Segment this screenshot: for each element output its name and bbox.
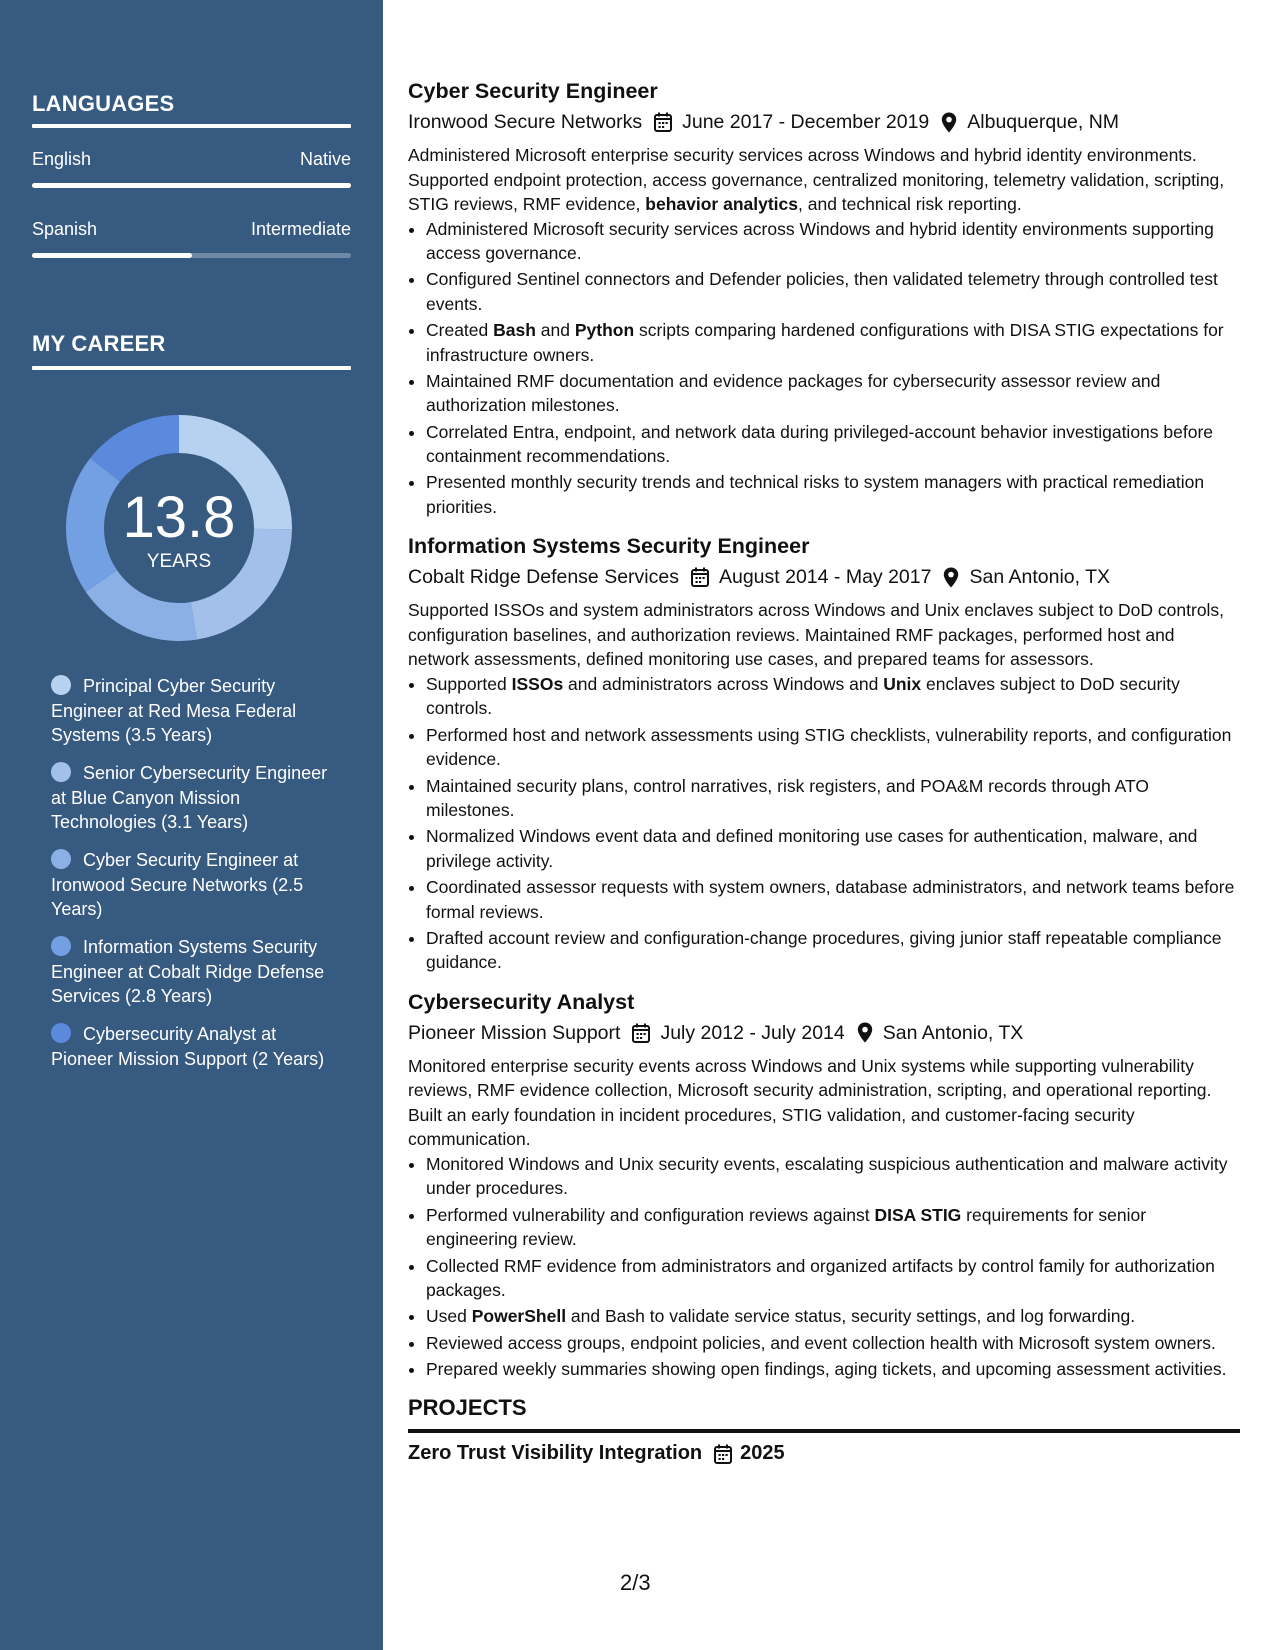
job-bullet [426, 1254, 1240, 1303]
bullet-emphasis: PowerShell [471, 1306, 567, 1327]
job-bullet [426, 318, 1240, 367]
job-bullet [426, 1203, 1240, 1252]
job-summary [408, 143, 1240, 217]
language-level: Intermediate [250, 219, 351, 239]
job-summary [408, 1054, 1240, 1152]
career-total-years: 13.8 [122, 485, 236, 550]
job-bullets [408, 672, 1240, 975]
bullet-emphasis: Unix [883, 673, 922, 694]
bullet-text: Presented monthly security trends and technical risks to system managers with practical remediation priorities. [426, 472, 1205, 517]
bullet-emphasis: ISSOs [511, 673, 564, 694]
language-bar-fill [32, 183, 351, 188]
job-meta [408, 108, 1240, 136]
career-legend-label: Information Systems Security Engineer at Cobalt Ridge Defense Services (2.8 Years) [51, 937, 325, 1006]
language-bar-english [32, 183, 351, 188]
job-bullet [426, 1331, 1240, 1356]
job-company: Ironwood Secure Networks [408, 111, 643, 133]
career-legend-item [51, 935, 336, 1009]
legend-dot [51, 762, 71, 782]
job-bullet [426, 420, 1240, 469]
job-summary [408, 598, 1240, 672]
job-dates: June 2017 - December 2019 [682, 111, 930, 133]
job-bullet [426, 1304, 1240, 1329]
legend-dot [51, 849, 71, 869]
bullet-text: Drafted account review and configuration-change procedures, giving junior staff repeatable compliance guidance. [426, 927, 1222, 973]
bullet-emphasis: Python [574, 320, 635, 341]
bullet-text: Created [426, 320, 494, 341]
bullet-text: Correlated Entra, endpoint, and network data during privileged-account behavior investigations before containment recommendations. [426, 421, 1214, 467]
career-legend-label: Cybersecurity Analyst at Pioneer Mission Support (2 Years) [51, 1024, 325, 1069]
bullet-text: enclaves subject to DoD security controls. [426, 673, 1180, 719]
bullet-text: Reviewed access groups, endpoint policies, and event collection health with Microsoft system owners. [426, 1332, 1216, 1353]
legend-dot [51, 936, 71, 956]
map-pin-icon [943, 567, 959, 588]
bullet-text: Administered Microsoft security services across Windows and hybrid identity environments supporting access governance. [426, 218, 1214, 263]
job-bullets [408, 217, 1240, 520]
job-title: Cybersecurity Analyst [408, 989, 635, 1014]
job-bullet [426, 723, 1240, 772]
language-bar-fill [32, 253, 192, 258]
bullet-text: Normalized Windows event data and defined monitoring use cases for authentication, malware, and privilege activity. [426, 826, 1198, 871]
job-bullet [426, 875, 1240, 924]
job-dates: July 2012 - July 2014 [660, 1021, 845, 1044]
job-entry [408, 987, 1240, 1381]
job-bullet [426, 1152, 1240, 1201]
summary-text: Supported ISSOs and system administrators across Windows and Unix enclaves subject to DoD controls, configuration baselines, and authorization reviews. Maintained RMF packages, performed host and network assessments, defined monitoring use cases, and prepared teams for assessors. [408, 600, 1225, 670]
bullet-text: Coordinated assessor requests with system owners, database administrators, and network teams before formal reviews. [426, 877, 1235, 922]
projects-heading: PROJECTS [408, 1395, 527, 1421]
job-location: Albuquerque, NM [967, 111, 1120, 133]
projects-divider [408, 1429, 1240, 1433]
bullet-text: Performed host and network assessments using STIG checklists, vulnerability reports, and configuration evidence. [426, 724, 1232, 770]
project-date: 2025 [740, 1442, 785, 1465]
legend-dot [51, 675, 71, 695]
summary-text: Monitored enterprise security events across Windows and Unix systems while supporting vulnerability reviews, RMF evidence collection, Microsoft security administration, scripting, and operational reporting. Built an early foundation in incident procedures, STIG validation, and customer-facing security communication. [408, 1055, 1212, 1150]
languages-divider [32, 124, 351, 128]
calendar-icon [714, 1444, 732, 1464]
career-heading: MY CAREER [32, 331, 166, 356]
languages-heading: LANGUAGES [32, 91, 175, 116]
page-number: 2/3 [620, 1570, 651, 1595]
experience-list [408, 76, 1240, 1381]
bullet-text: requirements for senior engineering review. [426, 1204, 1147, 1250]
job-location: San Antonio, TX [969, 566, 1111, 589]
language-bar-spanish [32, 253, 351, 258]
job-bullet [426, 267, 1240, 316]
calendar-icon [654, 112, 672, 132]
job-bullet [426, 217, 1240, 266]
job-meta [408, 563, 1240, 591]
summary-emphasis: behavior analytics [645, 194, 799, 214]
job-company: Cobalt Ridge Defense Services [408, 566, 679, 589]
job-bullet [426, 369, 1240, 418]
bullet-text: Maintained RMF documentation and evidence packages for cybersecurity assessor review and authorization milestones. [426, 370, 1161, 416]
job-bullet [426, 470, 1240, 519]
map-pin-icon [857, 1022, 873, 1043]
career-legend-item [51, 674, 336, 748]
job-title: Cyber Security Engineer [408, 79, 658, 103]
bullet-text: scripts comparing hardened configurations with DISA STIG expectations for infrastructure owners. [426, 320, 1224, 365]
career-legend-item [51, 848, 336, 922]
summary-text: Administered Microsoft enterprise security services across Windows and hybrid identity environments. Supported endpoint protection, access governance, centralized monitoring, telemetry validation, scripting, STIG reviews, RMF evidence, [408, 145, 1225, 214]
bullet-text: Used [426, 1306, 472, 1327]
bullet-text: Collected RMF evidence from administrators and organized artifacts by control family for authorization packages. [426, 1255, 1215, 1301]
calendar-icon [632, 1023, 650, 1043]
career-legend-label: Cyber Security Engineer at Ironwood Secure Networks (2.5 Years) [51, 850, 304, 919]
bullet-emphasis: Bash [493, 320, 536, 341]
main-content [408, 76, 1240, 1465]
career-divider [32, 366, 351, 370]
job-title: Information Systems Security Engineer [408, 534, 810, 559]
job-entry [408, 76, 1240, 519]
job-location: San Antonio, TX [882, 1021, 1024, 1044]
donut-segment [86, 570, 197, 641]
career-legend [51, 674, 336, 1085]
career-legend-label: Senior Cybersecurity Engineer at Blue Canyon Mission Technologies (3.1 Years) [51, 763, 328, 832]
career-legend-item [51, 761, 336, 835]
bullet-text: Monitored Windows and Unix security events, escalating suspicious authentication and malware activity under procedures. [426, 1153, 1228, 1199]
job-bullet [426, 774, 1240, 823]
career-total-unit: YEARS [146, 551, 212, 572]
career-legend-item [51, 1022, 336, 1071]
job-bullet [426, 672, 1240, 721]
donut-segment [66, 458, 120, 592]
job-bullets [408, 1152, 1240, 1381]
job-bullet [426, 824, 1240, 873]
bullet-text: and administrators across Windows and [563, 673, 884, 694]
project-name: Zero Trust Visibility Integration [408, 1442, 703, 1465]
bullet-text: Configured Sentinel connectors and Defender policies, then validated telemetry through controlled test events. [426, 269, 1218, 314]
career-legend-label: Principal Cyber Security Engineer at Red Mesa Federal Systems (3.5 Years) [51, 676, 297, 745]
job-meta [408, 1019, 1240, 1047]
bullet-text: and Bash to validate service status, security settings, and log forwarding. [566, 1306, 1136, 1327]
job-dates: August 2014 - May 2017 [718, 566, 932, 589]
bullet-text: Performed vulnerability and configuration reviews against [426, 1204, 875, 1225]
summary-text: , and technical risk reporting. [798, 194, 1022, 214]
language-name: Spanish [32, 219, 98, 239]
career-donut-chart [66, 415, 292, 641]
job-bullet [426, 926, 1240, 975]
job-entry [408, 531, 1240, 974]
bullet-text: and [535, 320, 575, 341]
bullet-text: Supported [426, 673, 512, 694]
language-row-spanish [32, 219, 351, 240]
project-entry [408, 1442, 1240, 1465]
calendar-icon [691, 567, 709, 587]
legend-dot [51, 1023, 71, 1043]
language-name: English [32, 149, 92, 169]
job-bullet [426, 1357, 1240, 1382]
bullet-emphasis: DISA STIG [874, 1204, 962, 1225]
sidebar [0, 0, 383, 1650]
bullet-text: Maintained security plans, control narratives, risk registers, and POA&M records through ATO milestones. [426, 775, 1149, 821]
language-row-english [32, 149, 351, 170]
language-level: Native [299, 149, 351, 169]
bullet-text: Prepared weekly summaries showing open findings, aging tickets, and upcoming assessment activities. [426, 1358, 1227, 1379]
map-pin-icon [941, 112, 957, 133]
job-company: Pioneer Mission Support [408, 1021, 621, 1044]
